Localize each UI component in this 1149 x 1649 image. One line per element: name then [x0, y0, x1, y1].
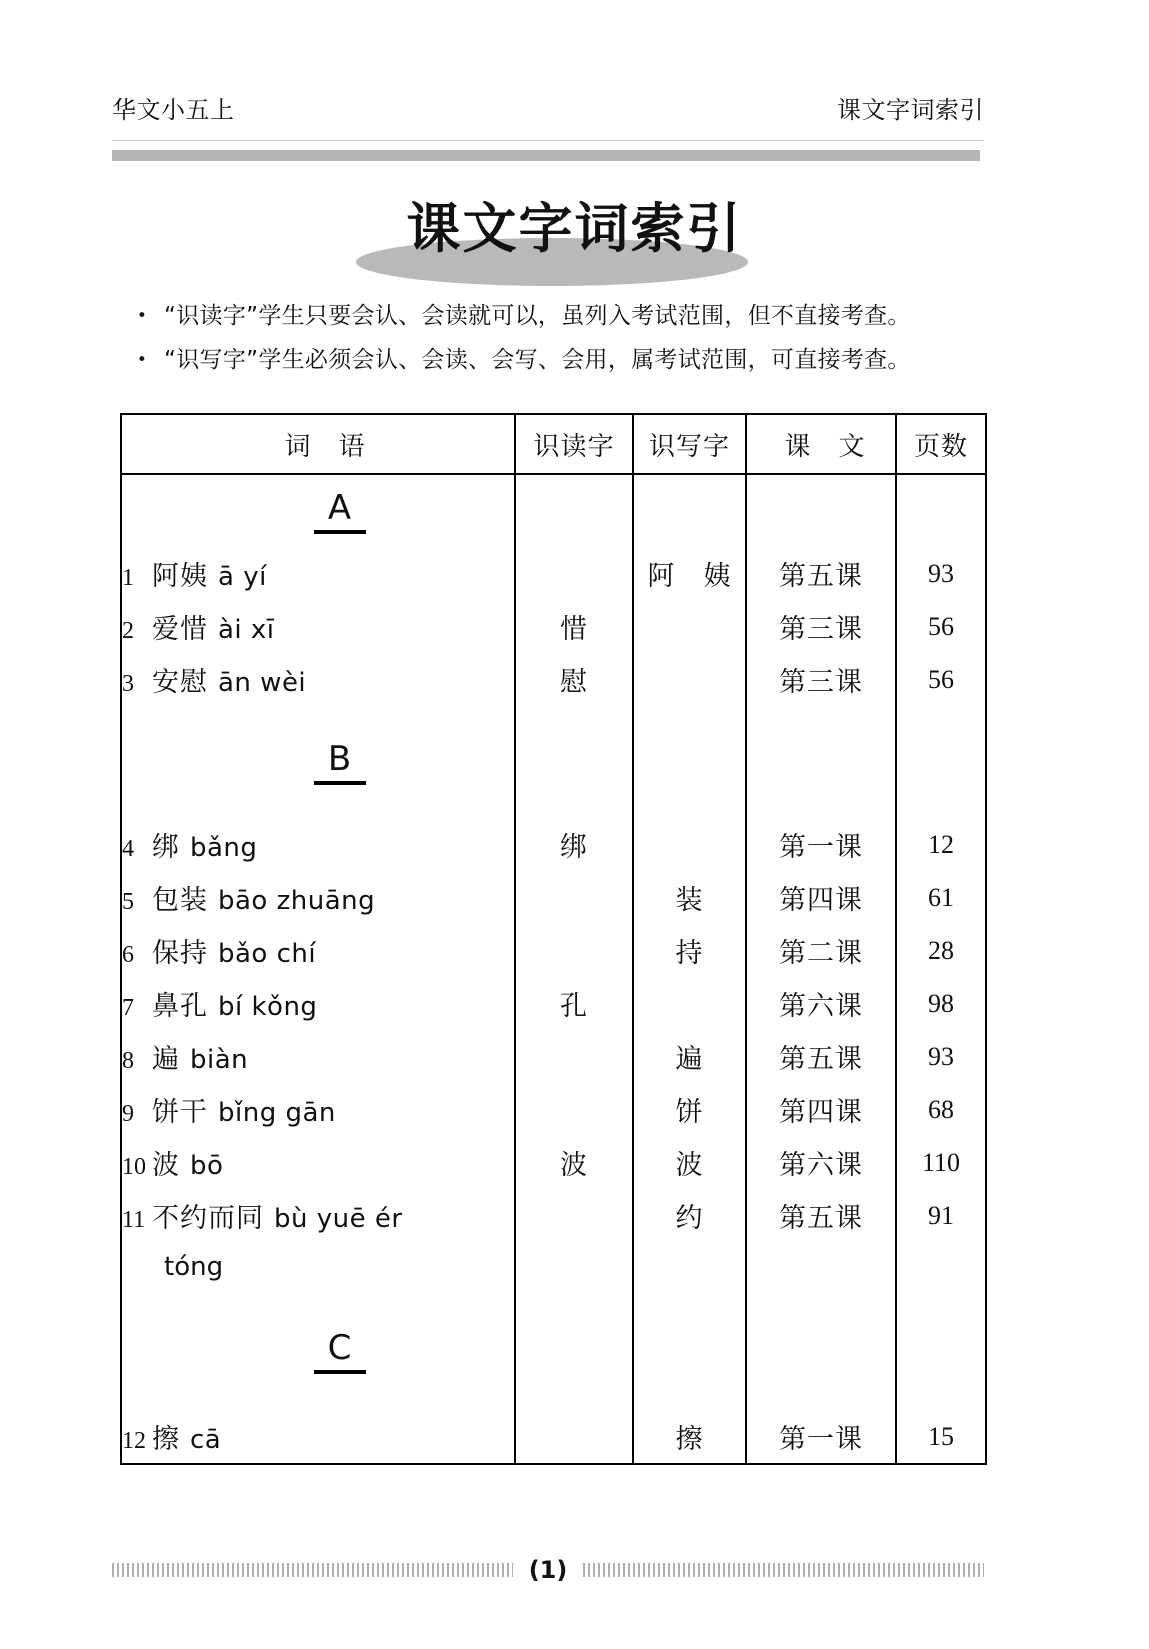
page-cell: 61 [896, 871, 986, 924]
section-letter-cell [121, 474, 515, 547]
page-cell: 56 [896, 600, 986, 653]
entry-number: 12 [122, 1428, 146, 1454]
page-cell [896, 1242, 986, 1292]
table-row [121, 1136, 986, 1189]
bullet-icon: • [136, 350, 148, 370]
entry-pinyin: biàn [190, 1045, 249, 1075]
entry-number: 8 [122, 1048, 134, 1074]
table-row [121, 871, 986, 924]
entry-hanzi: 安慰 [152, 667, 208, 698]
write-char-cell [633, 977, 746, 1030]
word-cell [121, 1136, 515, 1189]
read-char-cell [515, 924, 633, 977]
lesson-cell: 第三课 [746, 600, 896, 653]
page-cell: 12 [896, 818, 986, 871]
entry-pinyin: bí kǒng [218, 992, 318, 1022]
write-char-cell: 装 [633, 871, 746, 924]
entry-pinyin: ān wèi [218, 668, 307, 698]
section-letter-cell [121, 1292, 515, 1410]
lesson-cell: 第五课 [746, 1189, 896, 1242]
read-char-cell: 绑 [515, 818, 633, 871]
table-row [121, 600, 986, 653]
entry-hanzi: 保持 [152, 938, 208, 969]
footer-dashed-rule-right [583, 1563, 984, 1577]
running-head-left: 华文小五上 [112, 96, 235, 124]
read-char-cell: 孔 [515, 977, 633, 1030]
lesson-cell: 第一课 [746, 818, 896, 871]
read-char-cell: 波 [515, 1136, 633, 1189]
entry-number: 2 [122, 618, 134, 644]
write-char-cell: 擦 [633, 1410, 746, 1464]
entry-number: 9 [122, 1101, 134, 1127]
column-header-lesson: 课 文 [746, 414, 896, 474]
lesson-cell: 第五课 [746, 547, 896, 600]
lesson-cell: 第二课 [746, 924, 896, 977]
section-divider-row [121, 706, 986, 818]
word-cell [121, 1083, 515, 1136]
entry-hanzi: 包装 [152, 885, 208, 916]
footer-page-number: (1) [528, 1556, 568, 1584]
word-cell [121, 818, 515, 871]
entry-number: 11 [122, 1207, 146, 1233]
table-row [121, 924, 986, 977]
word-cell [121, 600, 515, 653]
write-char-cell: 阿 姨 [633, 547, 746, 600]
section-empty-cell [896, 1292, 986, 1410]
table-row [121, 653, 986, 706]
page-cell: 68 [896, 1083, 986, 1136]
entry-number: 3 [122, 671, 134, 697]
notes-list [120, 300, 1000, 388]
entry-pinyin-continuation: tóng [164, 1252, 224, 1282]
entry-hanzi: 阿姨 [152, 561, 208, 592]
section-empty-cell [896, 474, 986, 547]
write-char-cell: 波 [633, 1136, 746, 1189]
page-cell: 93 [896, 1030, 986, 1083]
write-char-cell: 遍 [633, 1030, 746, 1083]
page-cell: 93 [896, 547, 986, 600]
word-cell-continuation [121, 1242, 515, 1292]
section-empty-cell [515, 474, 633, 547]
read-char-cell: 慰 [515, 653, 633, 706]
section-empty-cell [896, 706, 986, 818]
lesson-cell: 第六课 [746, 977, 896, 1030]
entry-number: 7 [122, 995, 134, 1021]
page-cell: 98 [896, 977, 986, 1030]
vocabulary-index-table [120, 413, 987, 1465]
page-title: 课文字词索引 [406, 197, 743, 260]
section-empty-cell [633, 706, 746, 818]
section-letter: C [314, 1328, 367, 1374]
section-empty-cell [746, 474, 896, 547]
entry-hanzi: 绑 [152, 832, 180, 863]
table-row [121, 547, 986, 600]
word-cell [121, 924, 515, 977]
section-divider-row [121, 474, 986, 547]
read-char-cell [515, 1189, 633, 1242]
write-char-cell [633, 818, 746, 871]
lesson-cell: 第五课 [746, 1030, 896, 1083]
entry-pinyin: bǐng gān [218, 1098, 336, 1128]
table-row [121, 818, 986, 871]
header-thick-rule [112, 150, 980, 161]
entry-hanzi: 遍 [152, 1044, 180, 1075]
note-item [120, 300, 1000, 332]
read-char-cell [515, 547, 633, 600]
write-char-cell: 持 [633, 924, 746, 977]
section-empty-cell [515, 1292, 633, 1410]
write-char-cell [633, 600, 746, 653]
table-row [121, 1410, 986, 1464]
section-empty-cell [746, 1292, 896, 1410]
column-header-read-char: 识读字 [515, 414, 633, 474]
column-header-write-char: 识写字 [633, 414, 746, 474]
entry-number: 4 [122, 836, 134, 862]
read-char-cell [515, 1410, 633, 1464]
word-cell [121, 977, 515, 1030]
section-empty-cell [515, 706, 633, 818]
lesson-cell: 第四课 [746, 1083, 896, 1136]
entry-number: 6 [122, 942, 134, 968]
column-header-page: 页数 [896, 414, 986, 474]
table-row [121, 977, 986, 1030]
bullet-icon: • [136, 306, 148, 326]
write-char-cell: 饼 [633, 1083, 746, 1136]
lesson-cell [746, 1242, 896, 1292]
page-footer [112, 1556, 984, 1584]
header-thin-rule [112, 140, 984, 141]
read-char-cell [515, 1242, 633, 1292]
section-letter: B [314, 739, 366, 785]
entry-number: 10 [122, 1154, 146, 1180]
write-char-cell [633, 1242, 746, 1292]
running-head-right: 课文字词索引 [837, 96, 984, 124]
section-empty-cell [633, 1292, 746, 1410]
section-divider-row [121, 1292, 986, 1410]
footer-dashed-rule-left [112, 1563, 513, 1577]
entry-pinyin: bāo zhuāng [218, 886, 376, 916]
word-cell [121, 1030, 515, 1083]
entry-number: 5 [122, 889, 134, 915]
entry-pinyin: bù yuē ér [274, 1204, 403, 1234]
note-text: “识读字”学生只要会认、会读就可以，虽列入考试范围，但不直接考查。 [164, 303, 911, 329]
entry-pinyin: ài xī [218, 615, 275, 645]
entry-pinyin: bǎo chí [218, 939, 317, 969]
page-cell: 56 [896, 653, 986, 706]
page-cell: 91 [896, 1189, 986, 1242]
word-cell [121, 653, 515, 706]
lesson-cell: 第四课 [746, 871, 896, 924]
table-row [121, 1030, 986, 1083]
read-char-cell [515, 1083, 633, 1136]
table-row [121, 1189, 986, 1242]
word-cell [121, 547, 515, 600]
entry-hanzi: 波 [152, 1150, 180, 1181]
lesson-cell: 第三课 [746, 653, 896, 706]
entry-hanzi: 鼻孔 [152, 991, 208, 1022]
word-cell [121, 1410, 515, 1464]
entry-pinyin: cā [190, 1425, 222, 1455]
page-cell: 28 [896, 924, 986, 977]
read-char-cell [515, 871, 633, 924]
entry-hanzi: 擦 [152, 1424, 180, 1455]
table-header-row [121, 414, 986, 474]
word-cell [121, 1189, 515, 1242]
table-row-continuation [121, 1242, 986, 1292]
column-header-word: 词 语 [121, 414, 515, 474]
entry-hanzi: 不约而同 [152, 1203, 264, 1234]
write-char-cell [633, 653, 746, 706]
section-letter-cell [121, 706, 515, 818]
entry-pinyin: ā yí [218, 562, 267, 592]
section-letter: A [314, 488, 366, 534]
read-char-cell [515, 1030, 633, 1083]
lesson-cell: 第一课 [746, 1410, 896, 1464]
table-row [121, 1083, 986, 1136]
lesson-cell: 第六课 [746, 1136, 896, 1189]
word-cell [121, 871, 515, 924]
read-char-cell: 惜 [515, 600, 633, 653]
section-empty-cell [633, 474, 746, 547]
entry-hanzi: 饼干 [152, 1097, 208, 1128]
running-head [112, 90, 984, 125]
entry-number: 1 [122, 565, 134, 591]
entry-pinyin: bō [190, 1151, 224, 1181]
page-cell: 15 [896, 1410, 986, 1464]
entry-hanzi: 爱惜 [152, 614, 208, 645]
note-item [120, 344, 1000, 376]
write-char-cell: 约 [633, 1189, 746, 1242]
page-cell: 110 [896, 1136, 986, 1189]
title-block [0, 196, 1149, 286]
entry-pinyin: bǎng [190, 833, 258, 863]
section-empty-cell [746, 706, 896, 818]
note-text: “识写字”学生必须会认、会读、会写、会用，属考试范围，可直接考查。 [164, 347, 911, 373]
